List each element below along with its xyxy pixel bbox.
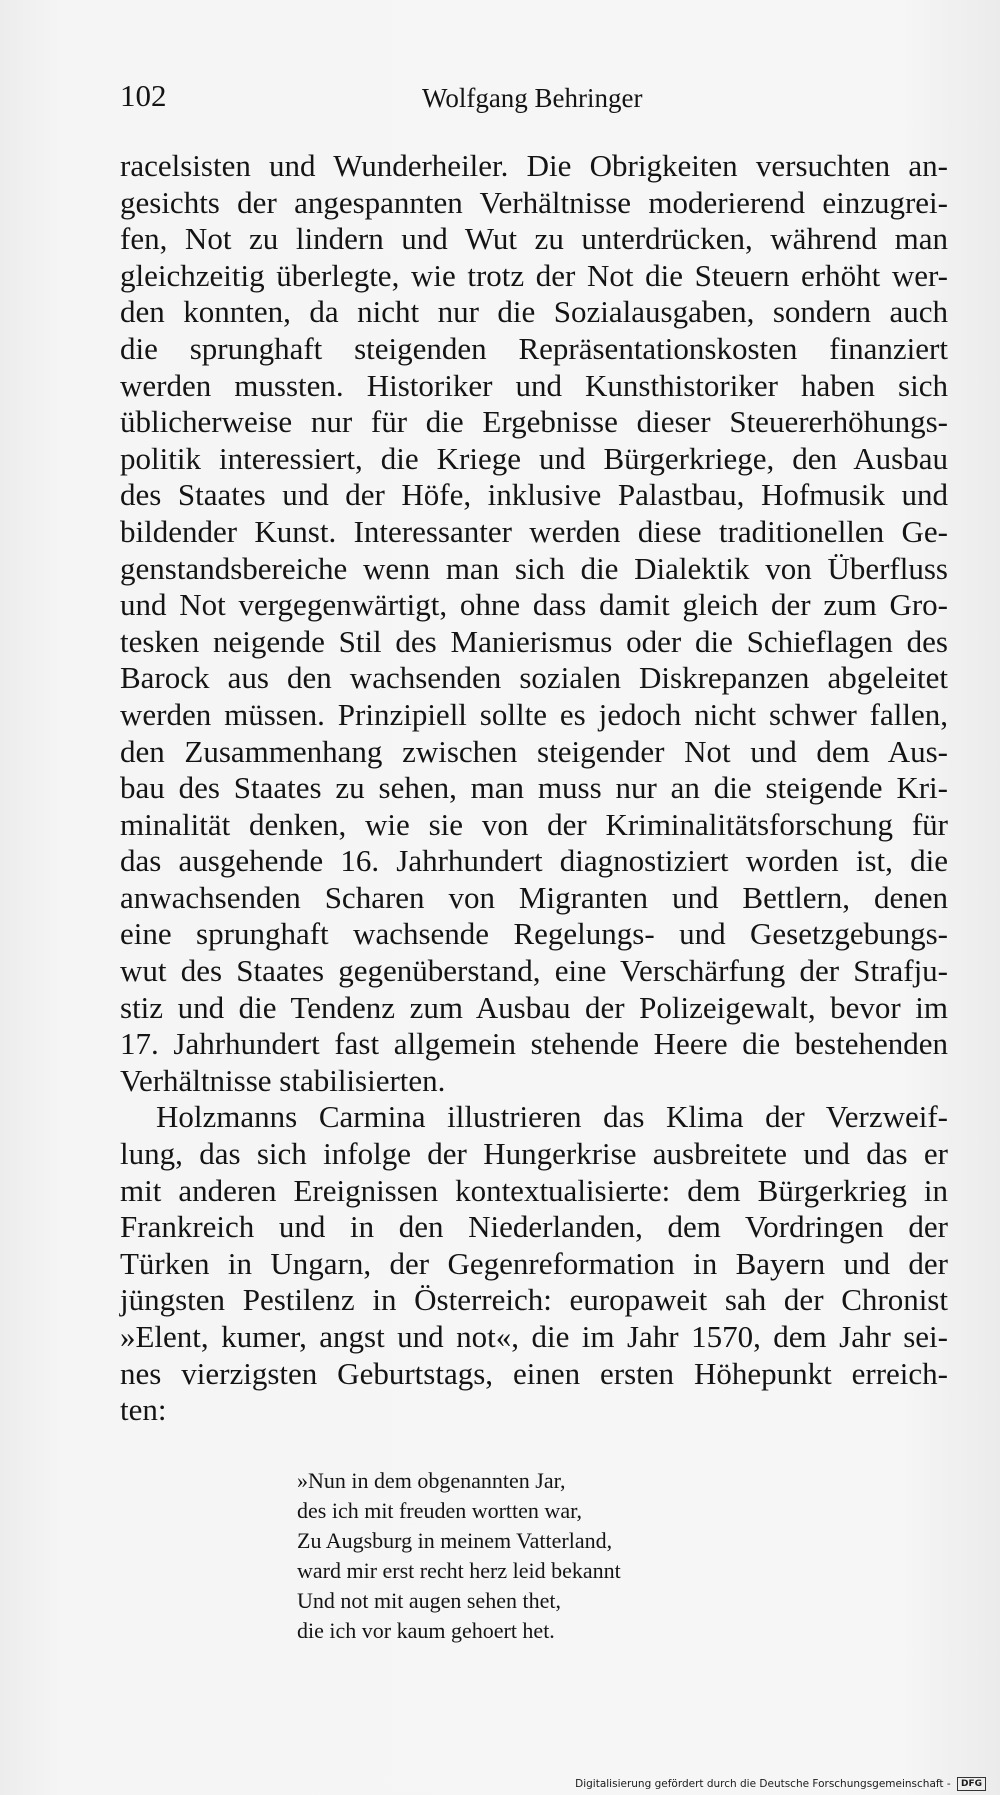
verse-line: Und not mit augen sehen thet, [297, 1588, 561, 1613]
text-line: des Staates und der Höfe, inklusive Palastbau, Hofmusik und [120, 477, 948, 513]
paragraph-2 [120, 1099, 948, 1428]
dfg-logo: DFG [957, 1777, 986, 1791]
text-line: wut des Staates gegenüberstand, eine Verschärfung der Strafju- [120, 953, 948, 989]
text-line: üblicherweise nur für die Ergebnisse dieser Steuererhöhungs- [120, 404, 948, 440]
text-line: gesichts der angespannten Verhältnisse moderierend einzugrei- [120, 184, 948, 220]
text-line: das ausgehende 16. Jahrhundert diagnostiziert worden ist, die [120, 843, 948, 879]
text-line: minalität denken, wie sie von der Kriminalitätsforschung für [120, 806, 948, 842]
text-line: bildender Kunst. Interessanter werden diese traditionellen Ge- [120, 513, 948, 549]
text-line: Barock aus den wachsenden sozialen Diskrepanzen abgeleitet [120, 660, 948, 696]
text-line: Verhältnisse stabilisierten. [120, 1062, 446, 1098]
text-line: lung, das sich infolge der Hungerkrise ausbreitete und das er [120, 1136, 948, 1172]
text-line: Frankreich und in den Niederlanden, dem Vordringen der [120, 1209, 948, 1245]
verse-line: »Nun in dem obgenannten Jar, [297, 1468, 566, 1493]
text-line: und Not vergegenwärtigt, ohne dass damit gleich der zum Gro- [120, 587, 948, 623]
text-line: werden müssen. Prinzipiell sollte es jedoch nicht schwer fallen, [120, 696, 948, 732]
text-line: eine sprunghaft wachsende Regelungs- und Gesetzgebungs- [120, 916, 948, 952]
verse-line: ward mir erst recht herz leid bekannt [297, 1558, 621, 1583]
text-line: gleichzeitig überlegte, wie trotz der Not die Steuern erhöht wer- [120, 257, 948, 293]
credit-text: Digitalisierung gefördert durch die Deutsche Forschungsgemeinschaft - [575, 1778, 951, 1790]
text-line: anwachsenden Scharen von Migranten und Bettlern, denen [120, 879, 948, 915]
text-line: ten: [120, 1392, 167, 1428]
running-title: Wolfgang Behringer [422, 83, 643, 113]
text-line: nes vierzigsten Geburtstags, einen ersten Höhepunkt erreich- [120, 1355, 948, 1391]
text-line: den konnten, da nicht nur die Sozialausgaben, sondern auch [120, 294, 948, 330]
text-line: racelsisten und Wunderheiler. Die Obrigkeiten versuchten an- [120, 148, 948, 183]
text-line: 17. Jahrhundert fast allgemein stehende Heere die bestehenden [120, 1026, 948, 1062]
text-line: die sprunghaft steigenden Repräsentationskosten finanziert [120, 330, 948, 366]
verse-line: Zu Augsburg in meinem Vatterland, [297, 1528, 613, 1553]
text-line: Türken in Ungarn, der Gegenreformation in Bayern und der [120, 1245, 948, 1281]
text-line: stiz und die Tendenz zum Ausbau der Polizeigewalt, bevor im [120, 989, 948, 1025]
digitization-credit [575, 1777, 986, 1791]
text-line: »Elent, kumer, angst und not«, die im Jahr 1570, dem Jahr sei- [120, 1319, 948, 1354]
verse-line: des ich mit freuden wortten war, [297, 1498, 583, 1523]
body-text [120, 148, 948, 1429]
text-line: Holzmanns Carmina illustrieren das Klima der Verzweif- [156, 1099, 948, 1135]
text-line: fen, Not zu lindern und Wut zu unterdrücken, während man [120, 221, 948, 257]
text-line: den Zusammenhang zwischen steigender Not und dem Aus- [120, 733, 948, 769]
text-line: werden mussten. Historiker und Kunsthistoriker haben sich [120, 367, 948, 403]
page-header [120, 78, 964, 114]
verse-line: die ich vor kaum gehoert het. [297, 1618, 555, 1643]
text-line: genstandsbereiche wenn man sich die Dialektik von Überfluss [120, 550, 948, 586]
text-line: mit anderen Ereignissen kontextualisierte: dem Bürgerkrieg in [120, 1172, 948, 1208]
paragraph-1 [120, 148, 948, 1099]
text-line: bau des Staates zu sehen, man muss nur an die steigende Kri- [120, 770, 948, 806]
text-line: politik interessiert, die Kriege und Bürgerkriege, den Ausbau [120, 440, 948, 476]
text-line: tesken neigende Stil des Manierismus oder die Schieflagen des [120, 623, 948, 659]
text-line: jüngsten Pestilenz in Österreich: europaweit sah der Chronist [120, 1282, 948, 1318]
verse-quote [297, 1466, 621, 1646]
page-number: 102 [120, 78, 167, 113]
